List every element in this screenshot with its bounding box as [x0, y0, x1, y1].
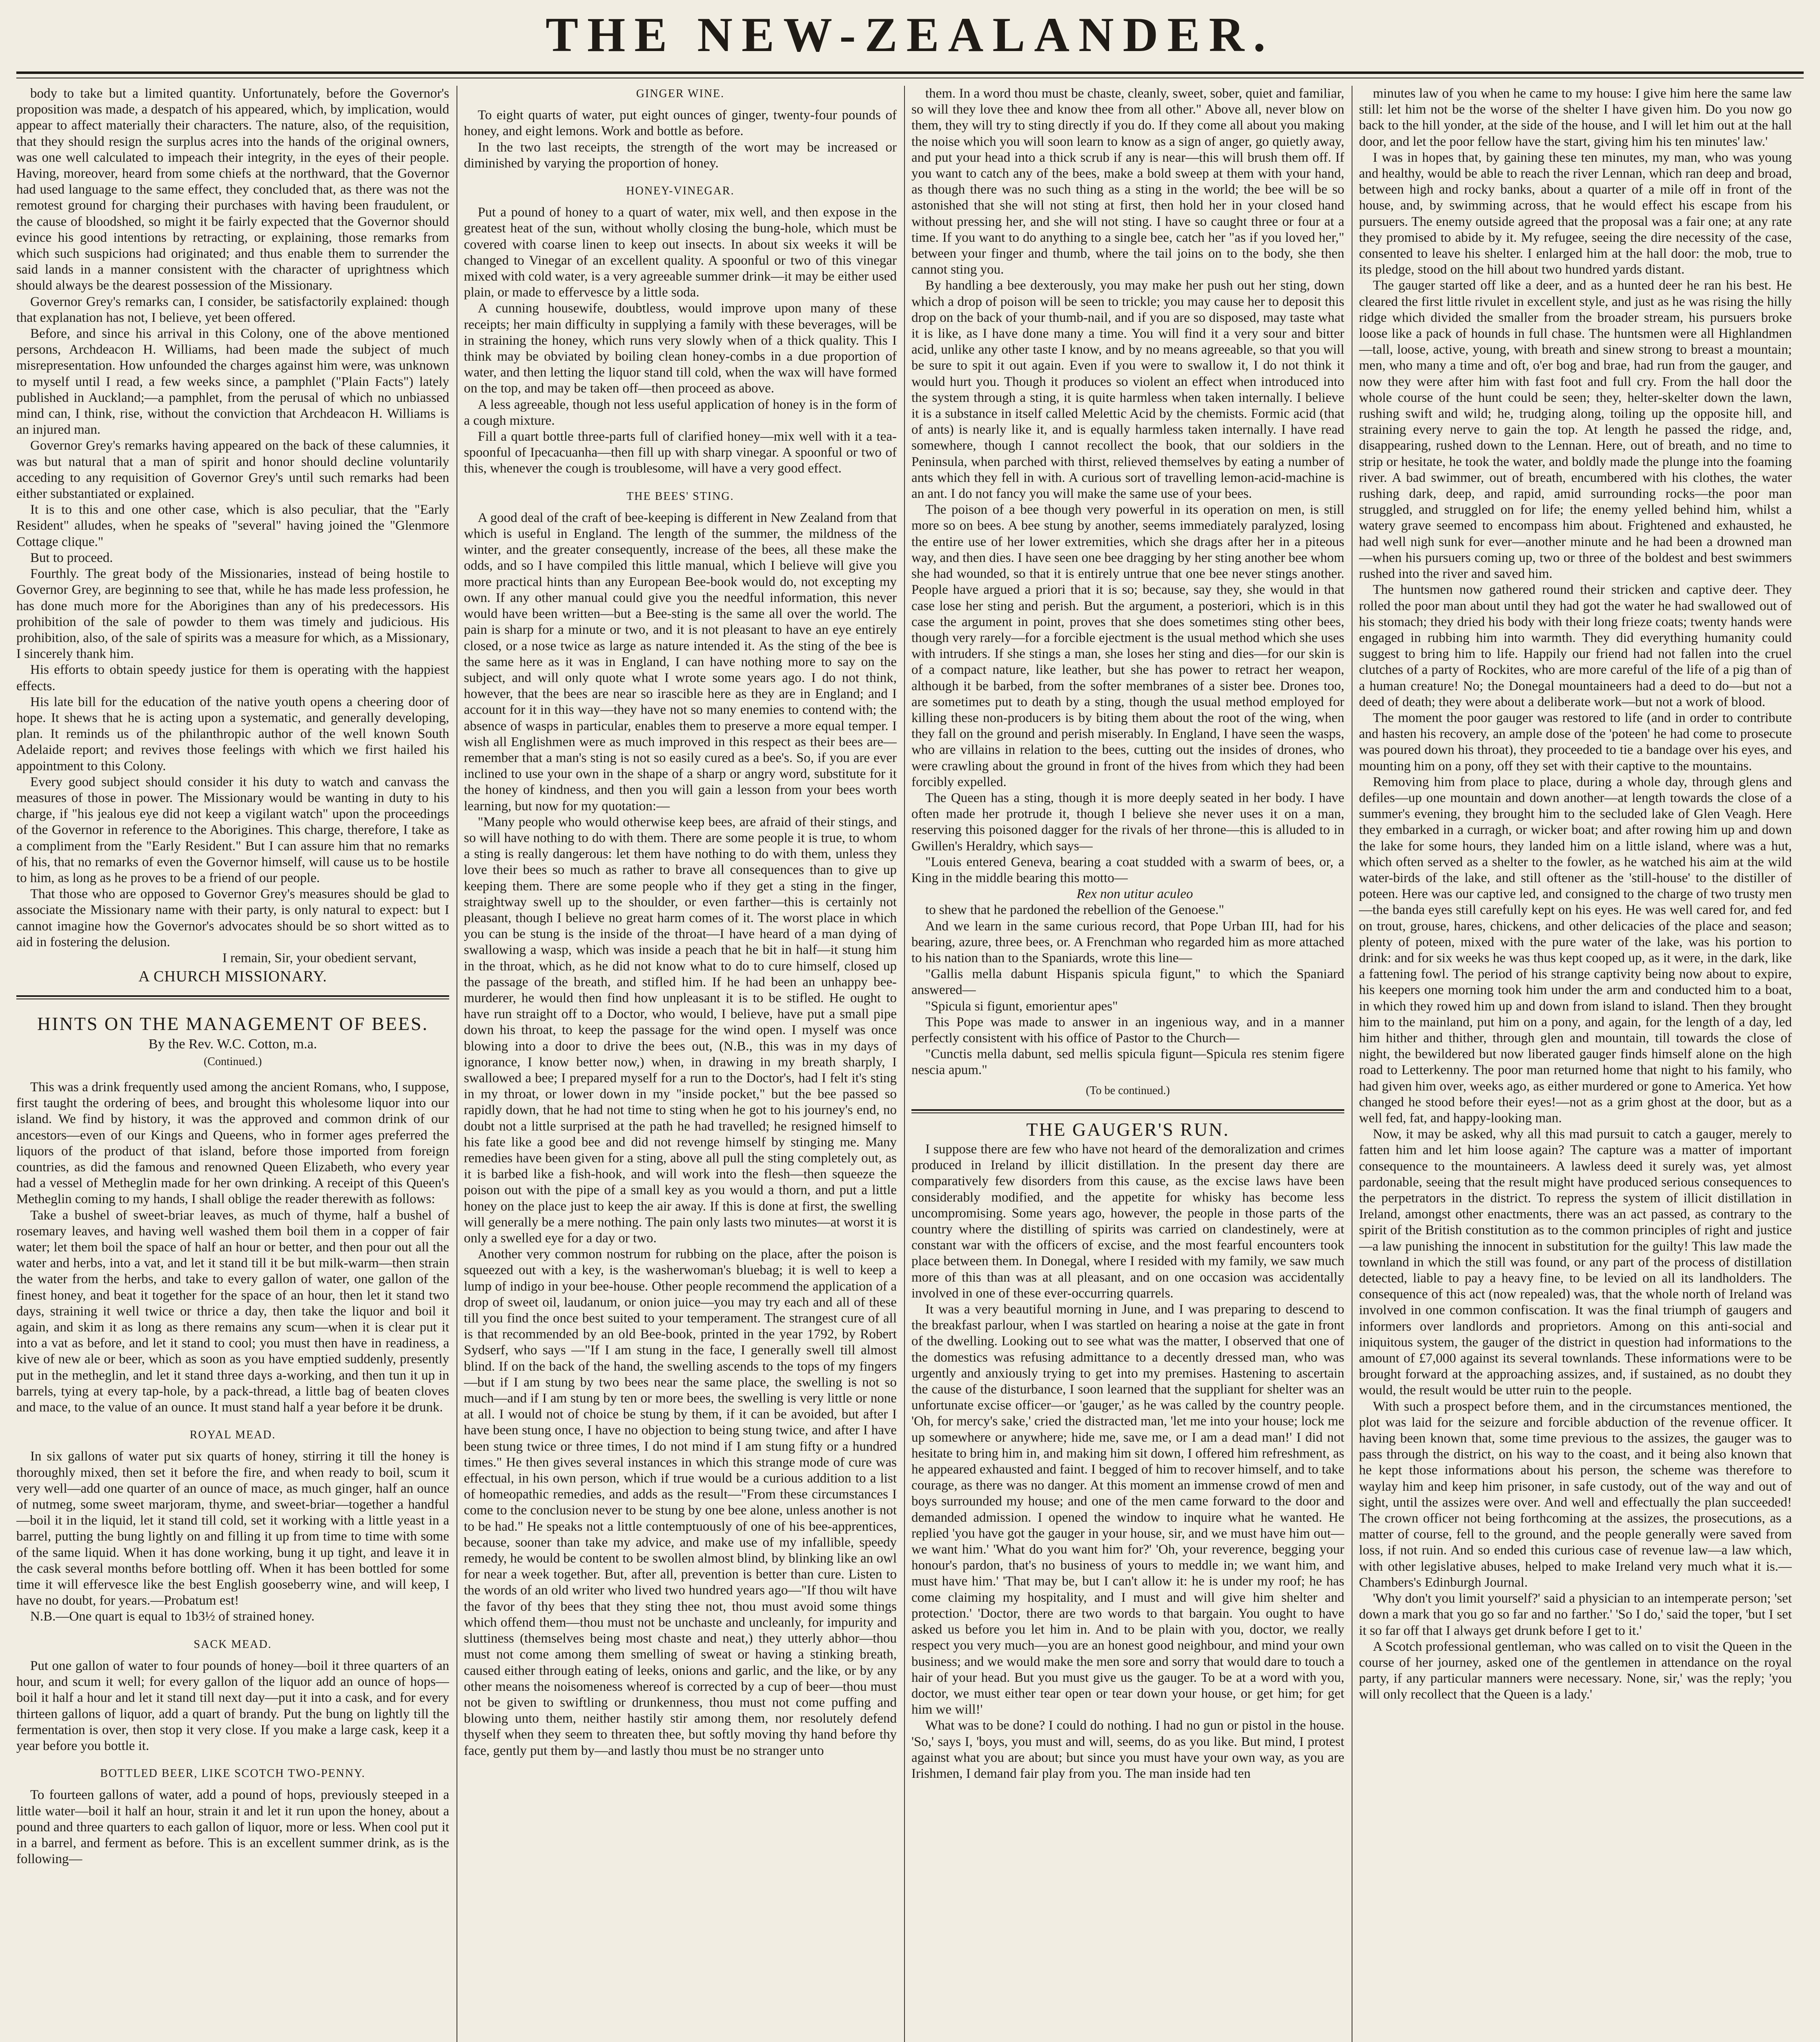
paragraph: Put a pound of honey to a quart of water, mix well, and then expose in the greatest heat of the sun, without wholly closing the bung-hole, which must be covered with coarse linen to keep out insects. In about six weeks it will be changed to Vinegar of an excellent quality. A spoonful or two of this vinegar mixed with cold water, is a very agreeable summer drink—it may be either used plain, or made to effervesce by a little soda.: [464, 205, 897, 300]
paragraph: This Pope was made to answer in an ingenious way, and in a manner perfectly consistent with his office of Pastor to the Church—: [911, 1014, 1344, 1046]
paragraph: That those who are opposed to Governor Grey's measures should be glad to associate the Missionary name with their party, is only natural to expect: but I cannot imagine how the Governor's advocates should be so short witted as to aid in fostering the delusion.: [16, 887, 449, 950]
bees-sting-continued-2: [911, 902, 1344, 1078]
latin-motto: Rex non utitur aculeo: [1076, 887, 1193, 902]
paragraph: And we learn in the same curious record, that Pope Urban III, had for his bearing, azure, three bees, or. A Frenchman who regarded him as more attached to his nation than to the Spaniards, wrote this line—: [911, 918, 1344, 965]
gauger-headline: THE GAUGER'S RUN.: [1026, 1119, 1230, 1140]
paragraph: Put one gallon of water to four pounds of honey—boil it three quarters of an hour, and scum it well; for every gallon of the liquor add an ounce of hops—boil it half a hour and let it stand till next day—put it into a cask, and for every thirteen gallons of liquor, add a quart of brandy. Put the bung on lightly till the fermentation is over, then stop it very close. If you make a large cask, keep it a year before you bottle it.: [16, 1658, 449, 1753]
paragraph: "Gallis mella dabunt Hispanis spicula figunt," to which the Spaniard answered—: [911, 967, 1344, 998]
paragraph: But to proceed.: [30, 550, 113, 565]
masthead-rule: [16, 71, 1804, 74]
paragraph: A Scotch professional gentleman, who was called on to visit the Queen in the course of her journey, asked one of the gentlemen in attendance on the royal party, if any particular manners were necessary. None, sir,' was the reply; 'you will only recollect that the Queen is a lady.': [1359, 1639, 1792, 1702]
column-1: [16, 86, 449, 2042]
royal-mead-body: [16, 1449, 449, 1625]
bees-sting-subhead: THE BEES' STING.: [626, 490, 734, 503]
gauger-article-continued: [1359, 86, 1792, 1703]
paragraph: The huntsmen now gathered round their stricken and captive deer. They rolled the poor man about until they had got the water he had swallowed out of his stomach; they dried his body with their long frieze coats; twenty hands were engaged in rubbing him into warmth. They did everything humanity could suggest to bring him to life. Happily our friend had not fallen into the cruel clutches of a party of Rockites, who are more careful of the life of a pig than of a human creature! No; the Donegal mountaineers had a deed to do—but not a deed of death; they were about a deliberate work—but not a work of blood.: [1359, 582, 1792, 709]
paragraph: N.B.—One quart is equal to 1b3½ of strained honey.: [30, 1609, 315, 1624]
letter-signoff: I remain, Sir, your obedient servant,: [222, 950, 417, 965]
bees-continued-note: (Continued.): [203, 1055, 262, 1068]
paragraph: to shew that he pardoned the rebellion of the Genoese.": [925, 903, 1224, 918]
paragraph: Now, it may be asked, why all this mad pursuit to catch a gauger, merely to fatten him and let him loose again? The capture was a matter of important consequence to the mountaineers. A lawless deed it surely was, yet almost pardonable, seeing that the result might have produced serious consequences to the perpetrators in the district. To repress the system of illicit distillation in Ireland, amongst other enactments, there was an act passed, as contrary to the spirit of the British constitution as to the common principles of right and justice—a law punishing the innocent in substitution for the guilty! This law made the townland in which the still was found, or any part of the process of distillation detected, liable to pay a heavy fine, to be levied on all its landholders. The consequence of this act (now repealed) was, that the whole north of Ireland was involved in one common confiscation. It was the final triumph of gaugers and informers over landlords and proprietors. Among on this anti-social and iniquitous system, the gauger of the district in question had informations to the amount of £7,000 against its several townlands. These informations were to be brought forward at the approaching assizes, and, if sustained, as no doubt they would, the result would be utter ruin to the people.: [1359, 1127, 1792, 1398]
ginger-wine-subhead: GINGER WINE.: [636, 87, 725, 100]
column-divider: [904, 86, 905, 2042]
column-3: [911, 86, 1344, 2042]
paragraph: Another very common nostrum for rubbing on the place, after the poison is squeezed out with a key, is the washerwoman's bluebag; it is well to keep a lump of indigo in your bee-house. Other people recommend the application of a drop of sweet oil, laudanum, or onion juice—you may try each and all of these till you find the once best suited to your temperament. The strangest cure of all is that recommended by an old Bee-book, printed in the year 1792, by Robert Sydserf, who says —"If I am stung in the face, I generally swell till almost blind. If on the back of the hand, the swelling ascends to the tops of my fingers—but if I am stung by two bees near the same place, the swelling is not so much—and if I am stung by ten or more bees, the swelling is very little or none at all. I would not of choice be stung by them, if it can be avoided, but after I have been stung once, I have no objection to being stung twice, and after I have been stung twice or three times, I do not mind if I am stung fifty or a hundred times." He then gives several instances in which this strange mode of cure was effectual, in his own person, which if true would be a curious addition to a list of homeopathic remedies, and adds as the result—"From these circumstances I come to the conclusion never to be stung by one bee alone, unless another is not to be had." He speaks not a little contemptuously of one of his bee-apprentices, because, sooner than take my advice, and make use of my infallible, speedy remedy, he would be content to be swollen almost blind, by blinking like an owl for near a week together. But, after all, prevention is better than cure. Listen to the words of an old writer who lived two hundred years ago—"If thou wilt have the favor of thy bees that they sting thee not, thou must avoid some things which offend them—thou must not be unchaste and uncleanly, for impurity and sluttiness (themselves being most chaste and neat,) they utterly abhor—thou must not come among them smelling of sweat or having a stinking breath, caused either through eating of leeks, onions and garlic, and the like, or by any other means the noisomeness whereof is corrected by a cup of beer—thou must not be given to swiftling or drunkenness, thou must not come puffing and blowing unto them, neither hastily stir among them, nor resolutely defend thyself when they seem to threaten thee, but softly moving thy hand before thy face, gently put them by—and lastly thou must be no stranger unto: [464, 1247, 897, 1758]
paragraph: His efforts to obtain speedy justice for them is operating with the happiest effects.: [16, 662, 449, 693]
paragraph: To fourteen gallons of water, add a pound of hops, previously steeped in a little water—boil it half an hour, strain it and let it run upon the honey, about a pound and three quarters to each gallon of liquor, more or less. When cool put it in a barrel, and ferment as before. This is an excellent summer drink, as is the following—: [16, 1788, 449, 1867]
gauger-article-body: [911, 1141, 1344, 1782]
paragraph: Removing him from place to place, during a whole day, through glens and defiles—up one mountain and down another—at length towards the close of a summer's evening, they brought him to the secluded lake of Glen Veagh. Here they embarked in a curragh, or wicker boat; and after rowing him up and down the lake for some hours, they landed him on a little island, where was a hut, which often served as a shelter to the fowler, as he watched his aim at the wild water-birds of the lake, and still oftener as the 'still-house' to the distiller of poteen. Here was our captive led, and consigned to the charge of two trusty men—the banda eyes still carefully kept on his eyes. He was well cared for, and fed on trout, grouse, hares, chickens, and other delicacies of the place and season; plenty of poteen, mixed with the pure water of the lake, was his portion to drink: and for six weeks he was thus kept cooped up, as it were, in the dark, like a fattening fowl. The period of his strange captivity being now about to expire, his keepers one morning took him under the arm and conducted him to a boat, in which they rowed him up and down from island to island. Then they brought him to the mainland, put him on a pony, and again, for the length of a day, led him hither and thither, through glen and mountain, till towards the close of night, the bewildered but now liberated gauger finds himself alone on the high road to Letterkenny. The poor man returned home that night to his family, who had given him over, weeks ago, as either murdered or gone to America. Yet how changed he stood before their eyes!—not as a grim ghost at the door, but as a well fed, fat, and happy-looking man.: [1359, 774, 1792, 1126]
column-2: [464, 86, 897, 2042]
paragraph: "Cunctis mella dabunt, sed mellis spicula figunt—Spicula res stenim figere nescia apum.": [911, 1047, 1344, 1078]
section-rule-thin: [911, 1112, 1344, 1113]
paragraph: body to take but a limited quantity. Unfortunately, before the Governor's proposition was made, a despatch of his appeared, which, by implication, would appear to affect materially their characters. The nature, also, of the requisition, that they should resign the surplus acres into the hands of the original owners, was one well calculated to impeach their integrity, in the eyes of their people. Having, moreover, heard from some chiefs at the northward, that the Governor had used language to the same effect, they concluded that, as there was not the remotest ground for charging their purchases with having been fraudulent, or the cause of bloodshed, so might it be fairly expected that the Governor should evince his good intentions by retracting, or explaining, those remarks from which such suspicions had originated; and thus enable them to surrender the said lands in a manner consistent with the character of uprightness which should always be the dearest possession of the Missionary.: [16, 86, 449, 293]
column-4: [1359, 86, 1792, 2042]
ginger-wine-body: [464, 107, 897, 172]
paragraph: The moment the poor gauger was restored to life (and in order to contribute and hasten his recovery, an ample dose of the 'poteen' he had come to prosecute was poured down his throat), they proceeded to tie a bandage over his eyes, and mounting him on a pony, off they set with their captive to the mountains.: [1359, 710, 1792, 774]
paragraph: It is to this and one other case, which is also peculiar, that the "Early Resident" alludes, when he speaks of "several" having joined the "Glenmore Cottage clique.": [16, 502, 449, 549]
paragraph: minutes law of you when he came to my house: I give him here the same law still: let him not be the worse of the shelter I have given him. Do you now go back to the hill yonder, at the side of the house, and I will let him out at the hall door, and let the poor fellow have the start, giving him his ten minutes' law.': [1359, 86, 1792, 149]
letter-signature: A CHURCH MISSIONARY.: [138, 968, 327, 985]
paragraph: What was to be done? I could do nothing. I had no gun or pistol in the house. 'So,' says I, 'boys, you must and will, seems, do as you like. But mind, I protest against what you are about; but since you must have your own way, as you are Irishmen, I demand fair play from you. The man inside had ten: [911, 1718, 1344, 1781]
paragraph: With such a prospect before them, and in the circumstances mentioned, the plot was laid for the seizure and forcible abduction of the revenue officer. It having been known that, some time previous to the assizes, the gauger was to pass through the district, on his way to the coast, and it being also known that he kept those informations about his person, the scheme was therefore to waylay him and keep him prisoner, in safe custody, out of the way and out of sight, until the assizes were over. And well and effectually the plan succeeded! The crown officer not being forthcoming at the assizes, the prosecutions, as a matter of course, fell to the ground, and the people generally were saved from loss, if not ruin. And so ended this curious case of revenue law—a law which, with other legislative abuses, helped to make Ireland very much what it is.—Chambers's Edinburgh Journal.: [1359, 1399, 1792, 1590]
honey-vinegar-subhead: HONEY-VINEGAR.: [626, 185, 735, 198]
bees-sting-continued: [911, 86, 1344, 886]
paragraph: In six gallons of water put six quarts of honey, stirring it till the honey is thoroughly mixed, then set it before the fire, and when ready to boil, scum it very well—add one quarter of an ounce of mace, as much ginger, half an ounce of nutmeg, some sweet marjoram, thyme, and sweet-briar—together a handful—boil it in the liquid, let it stand till cold, set it working with a little yeast in a barrel, putting the bung lightly on and filling it up from time to time with some of the same liquid. When it has done working, bung it up tight, and leave it in the cask several months before bottling off. When it has been bottled for some time it will effervesce like the best English gooseberry wine, and will keep, I have no doubt, for years.—Probatum est!: [16, 1449, 449, 1608]
bottled-beer-body: [16, 1787, 449, 1867]
paragraph: Fill a quart bottle three-parts full of clarified honey—mix well with it a tea-spoonful of Ipecacuanha—then fill up with sharp vinegar. A spoonful or two of this, whenever the cough is troublesome, will have a very good effect.: [464, 429, 897, 476]
paragraph: A cunning housewife, doubtless, would improve upon many of these receipts; her main difficulty in supplying a family with these beverages, will be in straining the honey, which runs very slowly when of a thick quality. This I think may be obviated by boiling clean honey-combs in a due proportion of water, and then letting the liquor stand till cold, when the wax will have formed on the top, and may be taken off—then proceed as above.: [464, 301, 897, 396]
paragraph: Governor Grey's remarks having appeared on the back of these calumnies, it was but natural that a man of spirit and honor should decline voluntarily acceding to any requisition of Governor Grey's until such remarks had been either substantiated or explained.: [16, 438, 449, 502]
paragraph: Fourthly. The great body of the Missionaries, instead of being hostile to Governor Grey, are beginning to see that, while he has made less profession, he has done much more for the Aborigines than any of his predecessors. His prohibition of the sale of powder to them was timely and judicious. His prohibition, also, of the sale of spirits was a measure for which, as a Missionary, I sincerely thank him.: [16, 566, 449, 662]
paragraph: To eight quarts of water, put eight ounces of ginger, twenty-four pounds of honey, and eight lemons. Work and bottle as before.: [464, 108, 897, 139]
paragraph: It was a very beautiful morning in June, and I was preparing to descend to the breakfast parlour, when I was startled on hearing a noise at the gate in front of the dwelling. Looking out to see what was the matter, I observed that one of the domestics was refusing admittance to a decently dressed man, who was urgently and anxiously trying to get into my premises. Hastening to ascertain the cause of the disturbance, I soon learned that the suppliant for shelter was an unfortunate excise officer—or 'gauger,' as he was called by the country people. 'Oh, for mercy's sake,' cried the distracted man, 'let me into your house; lock me up somewhere or anywhere; hide me, save me, or I am a dead man!' I did not hesitate to bring him in, and making him sit down, I offered him refreshment, as he appeared exhausted and faint. I begged of him to recover himself, and to take courage, as there was no danger. At this moment an immense crowd of men and boys surrounded my house; and one of the men came forward to the door and demanded admission. I opened the window to inquire what he wanted. He replied 'you have got the gauger in your house, sir, and we must have him out—we want him.' 'What do you want him for?' 'Oh, your reverence, begging your honour's pardon, that's no business of yours to meddle in; we want him, and must have him.' 'That may be, but I can't allow it: he is under my roof; he has come claiming my hospitality, and I must and will give him shelter and protection.' 'Doctor, there are two words to that bargain. You ought to have asked us before you let him in. And to be plain with you, doctor, we really respect you very much—you are an honest good neighbour, and mind your own business; and we would make the men sore and sorry that would dare to touch a hair of your head. But you must give us the gauger. To be at a word with you, doctor, we must either tear open or tear down your house, or get him; for get him we will!': [911, 1302, 1344, 1717]
section-rule: [911, 1109, 1344, 1111]
honey-vinegar-body: [464, 205, 897, 477]
masthead: THE NEW-ZEALANDER.: [545, 7, 1275, 62]
paragraph: The gauger started off like a deer, and as a hunted deer he ran his best. He cleared the first little rivulet in excellent style, and just as he was rising the hilly ridge which divided the smaller from the broader stream, his pursuers broke loose like a pack of hounds in full chase. The huntsmen were all Highlandmen—tall, loose, active, young, with breath and sinew strong to breast a mountain; men, who many a time and oft, o'er bog and brae, had run from the gauger, and now they were after him with fast foot and full cry. From the hall door the whole course of the hunt could be seen; they, helter-skelter down the lawn, rushing swift and wild; he, trudging along, toiling up the opposite hill, and straining every nerve to gain the top. At length he passed the ridge, and, disappearing, rushed down to the Lennan. Here, out of breath, and no time to strip or hesitate, he took the water, and boldly made the plunge into the foaming river. A bad swimmer, out of breath, encumbered with his clothes, the water rushing dark, deep, and rapid, amid surrounding rocks—the poor man struggled, and struggled on for life; the enemy yelled behind him, whilst a watery grave seemed to encompass him about. Frightened and exhausted, he had well nigh sunk for ever—another minute and he had been a drowned man—when his pursuers coming up, two or three of the boldest and best swimmers rushed into the river and saved him.: [1359, 278, 1792, 582]
paragraph: This was a drink frequently used among the ancient Romans, who, I suppose, first taught the ordering of bees, and brought this wholesome liquor into our island. We find by history, it was the approved and common drink of our ancestors—even of our Kings and Queens, who in former ages preferred the liquors of the product of that island, before those imported from foreign countries, as did the famous and renowned Queen Elizabeth, who every year had a vessel of Metheglin made for her own drinking. A receipt of this Queen's Metheglin coming to my hands, I shall oblige the reader therewith as follows:: [16, 1079, 449, 1207]
paragraph: Governor Grey's remarks can, I consider, be satisfactorily explained: though that explanation has not, I believe, yet been offered.: [16, 294, 449, 325]
sack-mead-subhead: SACK MEAD.: [194, 1638, 272, 1651]
bees-headline: HINTS ON THE MANAGEMENT OF BEES.: [37, 1013, 429, 1034]
paragraph: In the two last receipts, the strength of the wort may be increased or diminished by varying the proportion of honey.: [464, 140, 897, 171]
bottled-beer-subhead: BOTTLED BEER, LIKE SCOTCH TWO-PENNY.: [100, 1767, 365, 1780]
paragraph: The Queen has a sting, though it is more deeply seated in her body. I have often made her protrude it, though I believe she never uses it on a man, reserving this poisoned dagger for the rivals of her throne—this is alluded to in Gwillen's Heraldry, which says—: [911, 790, 1344, 854]
paragraph: The poison of a bee though very powerful in its operation on men, is still more so on bees. A bee stung by another, seems immediately paralyzed, losing the entire use of her lower extremities, which she drags after her in a piteous way, and then dies. I have seen one bee dragging by her sting another bee whom she had wounded, so that it is entirely untrue that one bee never stings another. People have argued a priori that it is so; because, say they, she would in that case lose her sting and perish. But the argument, a posteriori, which is in this case the argument in point, proves that she does sometimes sting other bees, though very rarely—for a forcible ejectment is the usual method which she uses with intruders. If she stings a man, she loses her sting and dies—for our skin is of a compact nature, like leather, but she has power to retract her weapon, although it be barbed, from the softer membranes of a sister bee. Drones too, are sometimes put to death by a sting, though the usual method employed for killing these non-producers is by biting them about the root of the wing, when they fall on the ground and perish miserably. In England, I have seen the wasps, who are villains in relation to the bees, cutting out the insides of drones, who were crawling about the ground in front of the hives from which they had been forcibly expelled.: [911, 502, 1344, 789]
paragraph: "Spicula si figunt, emorientur apes": [925, 999, 1118, 1014]
sack-mead-body: [16, 1658, 449, 1754]
to-be-continued-note: (To be continued.): [1086, 1084, 1170, 1097]
paragraph: Take a bushel of sweet-briar leaves, as much of thyme, half a bushel of rosemary leaves, and having well washed them boil them in a copper of fair water; let them boil the space of half an hour or better, and then pour out all the water and herbs, into a vat, and let it stand till it be but milk-warm—then strain the water from the herbs, and take to every gallon of water, one gallon of the finest honey, and beat it together for the space of an hour, then let it stand two days, straining it well twice or thrice a day, then take the liquor and boil it again, and skim it as long as there remains any scum—when it is clear put it into a vat as before, and let it stand to cool; you must then have in readiness, a kive of new ale or beer, which as soon as you have emptied suddenly, presently put in the metheglin, and let it stand three days a-working, and then tun it up in barrels, tying at every tap-hole, by a pack-thread, a little bag of beaten cloves and mace, to the value of an ounce. It must stand half a year before it be drunk.: [16, 1208, 449, 1415]
paragraph: Before, and since his arrival in this Colony, one of the above mentioned persons, Archdeacon H. Williams, had been made the subject of much misrepresentation. How unfounded the charges against him were, was unknown to myself until I read, a few weeks since, a pamphlet ("Plain Facts") lately published in Auckland;—a pamphlet, from the perusal of which no unbiassed mind can, I think, rise, without the conviction that Archdeacon H. Williams is an injured man.: [16, 326, 449, 437]
letter-body: [16, 86, 449, 950]
paragraph: I was in hopes that, by gaining these ten minutes, my man, who was young and healthy, would be able to reach the river Lennan, which ran deep and broad, between high and rocky banks, about a quarter of a mile off in front of the house, and, by swimming across, that he would effect his escape from his pursuers. The enemy outside agreed that the proposal was a fair one; at any rate they promised to abide by it. My refugee, seeing the dire necessity of the case, consented to leave his shelter. I enlarged him at the hall door: the mob, true to its pledge, stood on the hill about two hundred yards distant.: [1359, 150, 1792, 277]
paragraph: His late bill for the education of the native youth opens a cheering door of hope. It shews that he is acting upon a systematic, and generally developing, plan. It reminds us of the philanthropic author of the well known South Adelaide report; and revives those feelings with which we first hailed his appointment to this Colony.: [16, 694, 449, 774]
paragraph: "Louis entered Geneva, bearing a coat studded with a swarm of bees, or, a King in the middle bearing this motto—: [911, 854, 1344, 885]
paragraph: I suppose there are few who have not heard of the demoralization and crimes produced in Ireland by illicit distillation. In the present day there are comparatively few disorders from this cause, as the excise laws have been considerably modified, and the appetite for whisky has become less uncompromising. Some years ago, however, the people in those parts of the country where the distilling of spirits was carried on clandestinely, were at constant war with the officers of excise, and the most fearful encounters took place between them. In Donegal, where I resided with my family, we saw much more of this than was at all pleasant, and on one occasion was accidentally involved in one of these ever-occurring quarrels.: [911, 1142, 1344, 1301]
bees-byline: By the Rev. W.C. Cotton, m.a.: [148, 1036, 317, 1052]
bees-sting-body: [464, 510, 897, 1759]
paragraph: 'Why don't you limit yourself?' said a physician to an intemperate person; 'set down a mark that you go so far and no farther.' 'So I do,' said the toper, 'but I set it so far off that I always get drunk before I get to it.': [1359, 1591, 1792, 1638]
bees-article-body: [16, 1079, 449, 1416]
paragraph: them. In a word thou must be chaste, cleanly, sweet, sober, quiet and familiar, so will they love thee and know thee from all other." Above all, never blow on them, they will try to sting directly if you do. If they come all about you making the noise which you will soon learn to know as a sign of anger, go quietly away, and put your head into a thick scrub if any is near—this will brush them off. If you want to catch any of the bees, make a bold sweep at them with your hand, as though there was no such thing as a sting in the world; the bee will be so astonished that she will not sting at first, then hold her in your closed hand without pressing her, and she will not sting. I have so caught three or four at a time. If you want to do anything to a single bee, catch her "as if you loved her," between your finger and thumb, where the tail joins on to the body, she then cannot sting you.: [911, 86, 1344, 277]
paragraph: "Many people who would otherwise keep bees, are afraid of their stings, and so will have nothing to do with them. There are some people it is true, to whom a sting is really dangerous: let them have nothing to do with them, unless they love their bees so much as rather to brave all consequences than to give up keeping them. There are some people who if they get a sting in the finger, straightway swell up to the shoulder, or even farther—this is certainly not pleasant, though I believe no great harm comes of it. The worst place in which you can be stung is the inside of the throat—I have heard of a man dying of swallowing a wasp, which was inside a peach that he bit in half—it stung him in the throat, which, as he did not know what to do to cure himself, closed up the passage of the breath, and stifled him. If he had been an unhappy bee-murderer, he would then find how unpleasant it is to be stifled. He ought to have run straight off to a Doctor, who would, I believe, have put a small pipe down his throat, to keep the passage for the wind open. I myself was once blowing into a door to drive the bees out, (N.B., this was in my days of ignorance, I know better now,) when, in drawing in my breath sharply, I swallowed a bee; I prepared myself for a run to the Doctor's, had I felt it's sting in my throat, or lower down in my "inside pocket," but the bee passed so rapidly down, that he had not time to sting when he got to his journey's end, no doubt not a little surprised at the path he had travelled; he resigned himself to his fate like a good bee and did not revenge himself by stinging me. Many remedies have been given for a sting, above all pull the sting completely out, as it is barbed like a fish-hook, and will work into the flesh—then squeeze the poison out with the pipe of a small key as you would a thorn, and put a little honey on the place just to keep the air away. If this is done at first, the swelling will generally be a mere nothing. The pain only lasts two minutes—at worst it is only a swelled eye for a day or two.: [464, 814, 897, 1246]
royal-mead-subhead: ROYAL MEAD.: [189, 1429, 276, 1442]
paragraph: By handling a bee dexterously, you may make her push out her sting, down which a drop of poison will be seen to trickle; you may cause her to deposit this drop on the back of your thumb-nail, and if you are so disposed, may taste what it is like, as I have done many a time. You will find it a very sour and bitter acid, unlike any other taste I know, and by no means agreeable, so that you will be sure to spit it out again. Even if you were to swallow it, I do not think it would hurt you. Though it produces so violent an effect when introduced into the system through a sting, it is quite harmless when taken internally. I believe it is a substance in itself called Melettic Acid by the chemists. Formic acid (that of ants) is nearly like it, and is equally harmless taken internally. I have read somewhere, though I cannot recollect the book, that our soldiers in the Peninsula, when parched with thirst, relieved themselves by eating a number of ants which they fell in with. A curious sort of travelling lemon-acid-machine is an ant. I do not fancy you will make the same use of your bees.: [911, 278, 1344, 502]
section-rule: [16, 995, 449, 997]
paragraph: Every good subject should consider it his duty to watch and canvass the measures of those in power. The Missionary would be wanting in duty to his charge, if "his jealous eye did not keep a vigilant watch" upon the proceedings of the Governor in reference to the Aborigines. This charge, therefore, I take as a compliment from the "Early Resident." But I can assure him that no remarks of his, that no remarks of even the Governor himself, will cause us to be hostile to him, as long as he proves to be a friend of our people.: [16, 774, 449, 885]
paragraph: A good deal of the craft of bee-keeping is different in New Zealand from that which is useful in England. The length of the summer, the mildness of the winter, and the greater consequently, increase of the bees, all these make the odds, and so I have compiled this little manual, which I believe will give you more practical hints than any European Bee-book would do, not excepting my own. If any other manual could give you the needful information, this never would have been written—but a Bee-sting is the same all over the world. The pain is sharp for a minute or two, and it is not pleasant to have an eye entirely closed, or a nose twice as large as nature intended it. As the sting of the bee is the same here as it was in England, I can have nothing more to say on the subject, and will only quote what I wrote some years ago. I do not think, however, that the bees are near so irascible here as they are in England; and I account for it in this way—they have not so many enemies to contend with; the absence of wasps in particular, enables them to preserve a more equal temper. I wish all Englishmen were as much improved in this respect as their bees are—remember that a man's sting is not so easily cured as a bee's. So, if you are ever inclined to use your own in the shape of a sharp or angry word, substitute for it the honey of kindness, and then you will gain a lesson from your bees worth learning, but now for my quotation:—: [464, 510, 897, 814]
paragraph: A less agreeable, though not less useful application of honey is in the form of a cough mixture.: [464, 397, 897, 428]
